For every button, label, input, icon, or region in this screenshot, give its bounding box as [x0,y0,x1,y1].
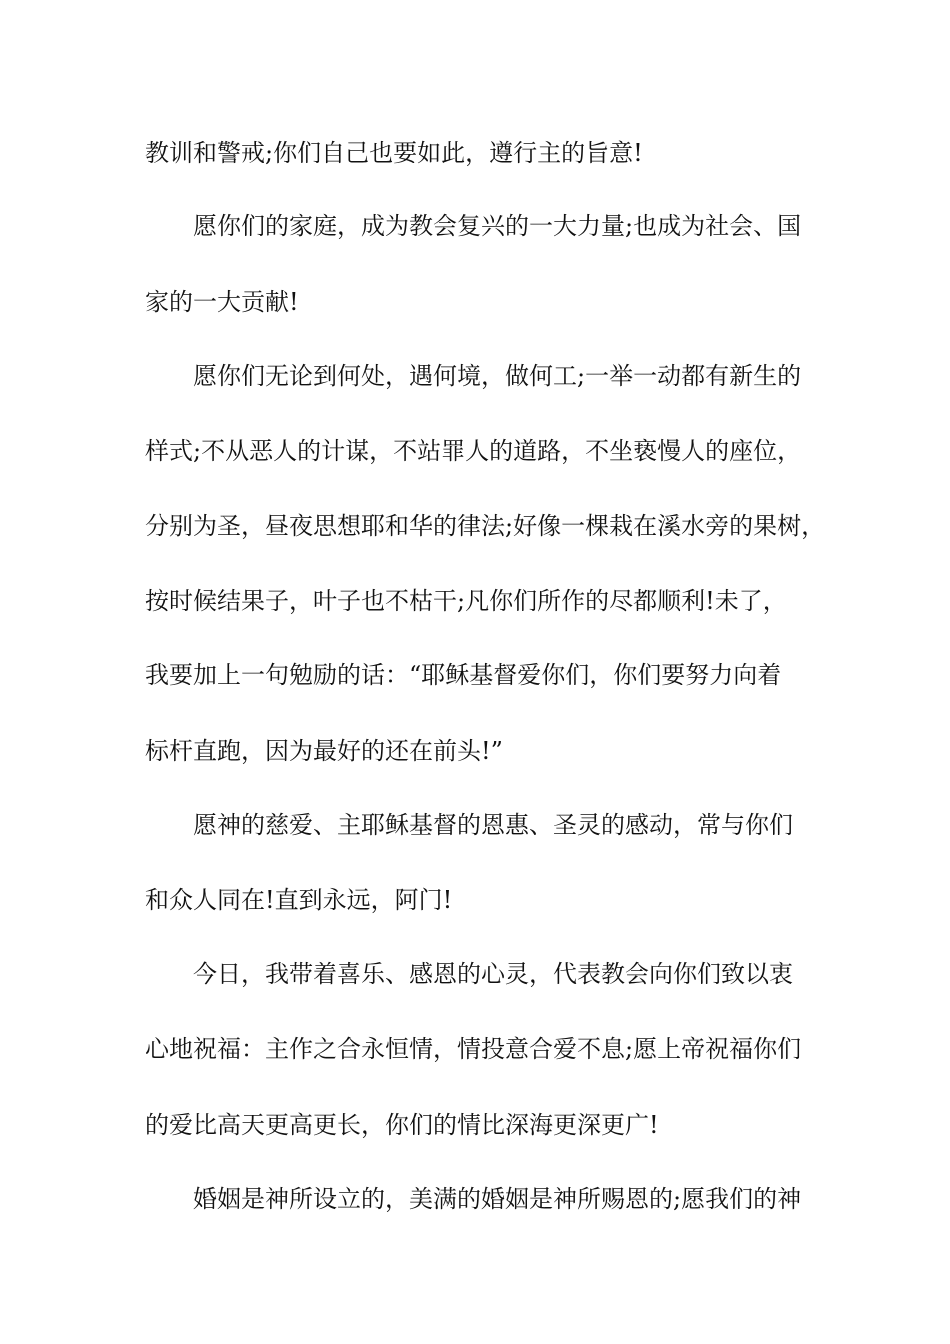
text-line: 心地祝福：主作之合永恒情，情投意合爱不息;愿上帝祝福你们 [145,1035,802,1063]
paragraph-start-line: 愿你们的家庭，成为教会复兴的一大力量;也成为社会、国 [193,212,802,240]
text-line: 我要加上一句勉励的话：“耶稣基督爱你们，你们要努力向着 [145,661,782,689]
text-line: 家的一大贡献! [145,288,299,316]
text-line: 的爱比高天更高更长，你们的情比深海更深更广! [145,1111,659,1139]
text-line: 教训和警戒;你们自己也要如此，遵行主的旨意! [145,139,643,167]
paragraph-start-line: 今日，我带着喜乐、感恩的心灵，代表教会向你们致以衷 [193,960,793,988]
text-line: 样式;不从恶人的计谋，不站罪人的道路，不坐亵慢人的座位， [145,437,802,465]
text-line: 标杆直跑，因为最好的还在前头!” [145,737,503,765]
paragraph-start-line: 婚姻是神所设立的，美满的婚姻是神所赐恩的;愿我们的神 [193,1185,802,1213]
text-line: 按时候结果子，叶子也不枯干;凡你们所作的尽都顺利!未了， [145,587,787,615]
paragraph-start-line: 愿神的慈爱、主耶稣基督的恩惠、圣灵的感动，常与你们 [193,811,793,839]
text-line: 分别为圣，昼夜思想耶和华的律法;好像一棵栽在溪水旁的果树， [145,512,826,540]
text-line: 和众人同在!直到永远，阿门! [145,886,453,914]
paragraph-start-line: 愿你们无论到何处，遇何境，做何工;一举一动都有新生的 [193,362,802,390]
